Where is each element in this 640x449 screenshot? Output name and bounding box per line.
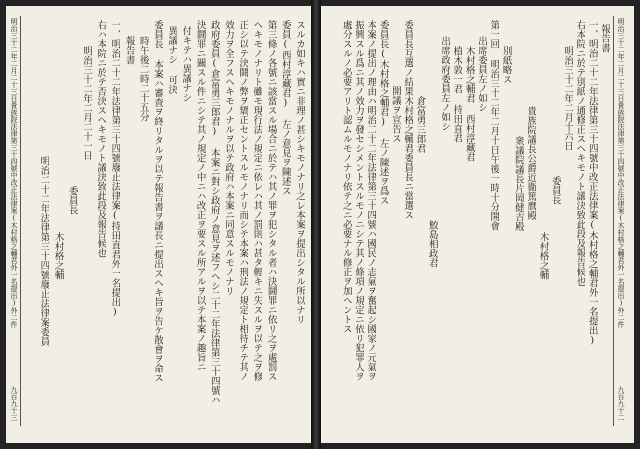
text-column: 木村格之輔君 西村淳藏君 bbox=[463, 46, 475, 162]
text-column: 正シ以テ決鬪ノ弊ヲ矯正セントスルモノナリ而シテ本案ハ刑法ノ規定ト相待チテ其ノ bbox=[237, 20, 249, 381]
text-column: 委員長互選ノ結果木村格之輔君委員長ニ當選ス bbox=[402, 20, 414, 220]
text-column: 第三條ノ各號ニ該當スル場合ニ於テハ其ノ罪ヲ犯シタル者ハ決鬪罪ニ依リ之ヲ處罰ス bbox=[265, 20, 277, 381]
left-page-number: 九百九十三 bbox=[10, 386, 18, 421]
text-column: 報告書 bbox=[123, 36, 135, 65]
text-column: 委員長 bbox=[549, 176, 561, 205]
text-column: 右ハ本院ニ於テ否決スヘキモノト議決致此段及報告候也 bbox=[95, 20, 107, 258]
text-column: 付キテハ異議ナシ bbox=[180, 26, 192, 102]
text-column: 效力ヲ全フスヘキモノナルヲ以テ政府ハ本案ニ同意スルモノナリ bbox=[223, 20, 234, 296]
text-column: スルカ如キハ實ニ非理ノ甚シキモノナリ之レ本案ヲ提出シタル所以ナリ bbox=[294, 20, 305, 324]
text-column: 倉富勇三郎君 bbox=[414, 96, 426, 153]
text-column: 政府委員(倉富勇三郎君) 本案ニ對シ政府ノ意見ヲ述フヘシ二十二年法律第三十四號ハ bbox=[208, 20, 220, 405]
text-column: 第一回 明治三十二年二月十日午後一時十分開會 bbox=[488, 20, 500, 231]
text-column: 出席政府委員左ノ如シ bbox=[439, 36, 451, 131]
text-column: 別紙略ス bbox=[500, 46, 512, 84]
right-page bbox=[321, 6, 634, 443]
right-page-number: 九百九十二 bbox=[617, 386, 625, 421]
text-column: 開議ヲ宣告ス bbox=[389, 86, 401, 143]
left-running-head: 明治三十二年二月二十三日貴族院法律第三十四號中改正法律案(木村格之輔君外一名提出)外二件 bbox=[10, 18, 18, 328]
book-gutter bbox=[311, 0, 321, 449]
left-page-header-rule bbox=[20, 16, 21, 426]
text-column: 貴族院議長公爵近衞篤麿殿 bbox=[525, 106, 537, 220]
text-column: ヘキモノナリト雖モ現行法ノ規定ニ依レハ其ノ罰則ハ甚タ輕キニ失スルヲ以テ之ヲ修 bbox=[251, 20, 263, 381]
text-column: 一、明治二十二年法律第三十四號中改正法律案(木村格之輔君外一名提出) bbox=[586, 20, 598, 346]
text-column: 植木敦一君 持田直君 bbox=[451, 46, 463, 143]
text-column: 衆議院議長片岡健吉殿 bbox=[512, 136, 524, 231]
text-column: 委員(西村淳藏君) 左ノ意見ヲ陳述ス bbox=[279, 20, 291, 196]
text-column: 決鬪罪ニ關スル件ニシテ其ノ規定ノ中ニハ改正ヲ要スル所アルヲ以テ本案ノ趣旨ニ bbox=[194, 20, 206, 372]
text-column: 鮫島相政君 bbox=[426, 220, 438, 268]
text-column: 明治三十二年二月二十一日 bbox=[81, 46, 92, 160]
text-column: 右本院ニ於テ別紙ノ通修正スヘキモノト議決致此段及報告候也 bbox=[574, 20, 586, 286]
text-column: 木村格之輔 bbox=[52, 232, 64, 280]
left-page bbox=[6, 6, 311, 443]
right-running-head: 明治三十二年二月二十三日貴族院法律第三十四號中改正法律案(木村格之輔君外一名提出)外二件 bbox=[617, 18, 625, 328]
text-column: 明治三十二年二月十六日 bbox=[562, 46, 574, 151]
text-column: 委員長 bbox=[66, 186, 78, 215]
text-column: 出席委員左ノ如シ bbox=[476, 36, 487, 112]
text-column: 本案ノ提出ノ理由ハ明治二十二年法律第三十四號ハ國民ノ志氣ヲ奮起シ國家ノ元氣ヲ bbox=[365, 20, 377, 381]
text-column: 一、明治二十二年法律第三十四號廢止法律案(持田直君外一名提出) bbox=[109, 20, 121, 318]
text-column: 委員長 本案ハ審査ヲ終リタルヲ以テ報告書ヲ議長ニ提出スヘキ旨ヲ告ケ散會ヲ命ス bbox=[152, 20, 163, 383]
text-column: 報告書 bbox=[599, 24, 610, 53]
text-column: 異議ナシ 可決 bbox=[166, 26, 178, 94]
text-column: 明治二十二年法律第三十四號廢止法律案委員 bbox=[38, 156, 50, 346]
text-column: 振興スル爲ニ其ノ效力ヲ發セシメントスルモノニシテ其ノ條項ノ規定ニ依リ犯罪人ヲ bbox=[353, 20, 364, 381]
text-column: 木村格之輔 bbox=[537, 232, 549, 280]
text-column: 時午後二時二十五分 bbox=[137, 36, 149, 122]
right-page-header-rule bbox=[613, 16, 614, 426]
text-column: 處分スルノ必要アリト認ムルモノナリ依テ之ニ必要ナル修正ヲ加ヘントス bbox=[340, 20, 352, 334]
text-column: 委員長(木村格之輔君) 左ノ陳述ヲ爲ス bbox=[377, 20, 389, 205]
